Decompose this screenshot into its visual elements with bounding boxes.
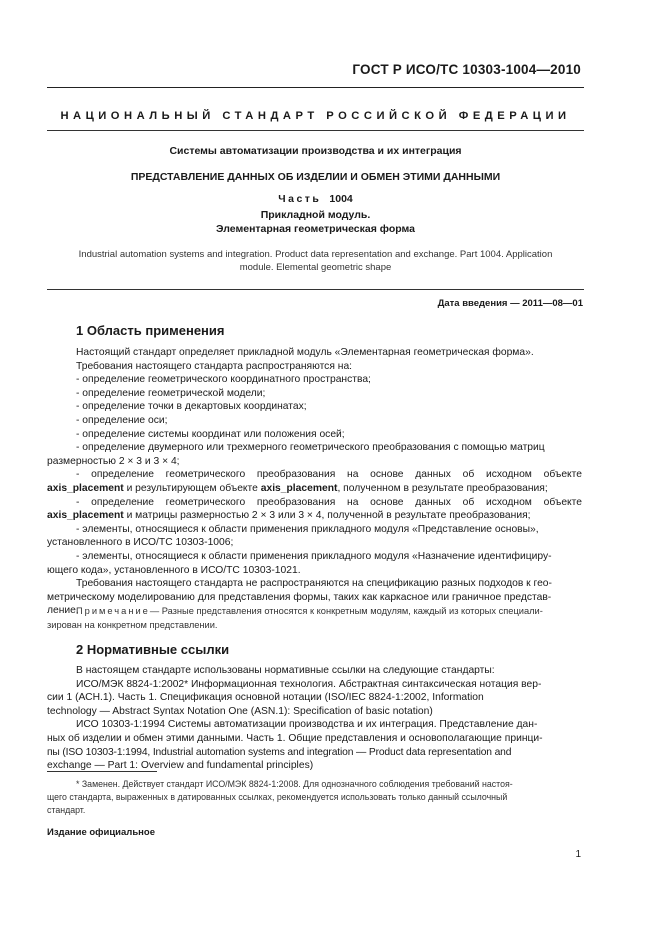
s1-line-0: Настоящий стандарт определяет прикладной модуль «Элементарная геометрическая форма». xyxy=(76,347,534,358)
module-line-1: Прикладной модуль. xyxy=(260,209,371,221)
edition-label: Издание официальное xyxy=(47,827,155,838)
header-rule xyxy=(47,87,584,88)
section-1-body xyxy=(47,346,582,618)
s1-line-8: размерностью 2 × 3 и 3 × 4; xyxy=(47,455,180,467)
footnote-line-1: * Заменен. Действует стандарт ИСО/МЭК 8824-1:2008. Для однозначного соблюдения требований настоя- xyxy=(76,779,513,789)
s2-line-6: пы (ISO 10303-1:1994, Industrial automation systems and integration — Product data representation and xyxy=(47,746,512,758)
s1-line-13: axis_placement и матрицы размерностью 2 × 3 или 3 × 4, полученной в результате преобразования; xyxy=(47,510,531,522)
note-line-2: зирован на конкретном представлении. xyxy=(47,619,218,630)
note-line-1: Примечание— Разные представления относятся к конкретным модулям, каждый из которых специали- xyxy=(76,606,543,616)
s1-line-20: ление. xyxy=(47,605,79,617)
standard-number: ГОСТ Р ИСО/ТС 10303-1004—2010 xyxy=(352,62,581,77)
s1-line-7: - определение двумерного или трехмерного геометрического преобразования с помощью матриц xyxy=(76,442,545,454)
module-line-2: Элементарная геометрическая форма xyxy=(216,223,415,235)
s1-line-12: - определение геометрического преобразования на основе данных об исходном объекте xyxy=(76,496,582,508)
part-line xyxy=(47,193,584,205)
s2-line-4: ИСО 10303-1:1994 Системы автоматизации производства и их интеграция. Представление дан- xyxy=(76,719,538,731)
section-2-heading: 2 Нормативные ссылки xyxy=(76,642,230,657)
s2-line-3: technology — Abstract Syntax Notation One (ASN.1): Specification of basic notation) xyxy=(47,705,433,717)
s2-line-7: exchange — Part 1: Overview and fundamental principles) xyxy=(47,760,314,772)
title-line-2: ПРЕДСТАВЛЕНИЕ ДАННЫХ ОБ ИЗДЕЛИИ И ОБМЕН ЭТИМИ ДАННЫМИ xyxy=(130,171,501,183)
title-line-1: Системы автоматизации производства и их интеграция xyxy=(169,145,462,157)
s1-line-14: - элементы, относящиеся к области применения прикладного модуля «Представление основы», xyxy=(76,523,539,535)
s2-line-5: ных об изделии и обмен этими данными. Часть 1. Общие представления и основополагающие принци- xyxy=(47,732,543,744)
footnote-rule xyxy=(47,771,157,772)
footnote-line-3: стандарт. xyxy=(47,805,86,815)
s1-line-2: - определение геометрического координатного пространства; xyxy=(76,374,371,386)
s2-line-2: сии 1 (АСН.1). Часть 1. Спецификация основной нотации (ISO/IEC 8824-1:2002, Information xyxy=(47,692,484,704)
english-title-line-1: Industrial automation systems and integration. Product data representation and exchange. Part 1004. Application xyxy=(78,249,553,260)
part-label: Часть xyxy=(278,193,322,205)
page-number: 1 xyxy=(575,849,581,860)
part-number: 1004 xyxy=(329,193,353,205)
s1-line-17: ющего кода», установленного в ИСО/ТС 10303-1021. xyxy=(47,564,301,576)
keyword-axis-placement: axis_placement xyxy=(47,510,124,522)
note-block xyxy=(47,605,584,632)
introduction-date: Дата введения — 2011—08—01 xyxy=(437,298,583,309)
s1-line-19: метрическому моделированию для представления формы, таких как каркасное или граничное представ- xyxy=(47,591,552,603)
s2-line-1: ИСО/МЭК 8824-1:2002* Информационная технология. Абстрактная синтаксическая нотация вер- xyxy=(76,678,542,690)
s1-line-1: Требования настоящего стандарта распространяются на: xyxy=(76,360,353,372)
s1-line-10: axis_placement и результирующем объекте axis_placement, полученном в результате преобразования; xyxy=(47,482,548,494)
s1-line-4: - определение точки в декартовых координатах; xyxy=(76,401,307,413)
date-rule xyxy=(47,289,584,290)
national-standard-title: НАЦИОНАЛЬНЫЙ СТАНДАРТ РОССИЙСКОЙ ФЕДЕРАЦИИ xyxy=(60,110,571,122)
english-title xyxy=(47,248,584,274)
note-label: Примечание xyxy=(76,606,150,616)
s1-line-9: - определение геометрического преобразования на основе данных об исходном объекте xyxy=(76,469,582,481)
keyword-axis-placement: axis_placement xyxy=(47,482,124,494)
s1-line-3: - определение геометрической модели; xyxy=(76,387,266,399)
s1-line-15: установленного в ИСО/ТС 10303-1006; xyxy=(47,537,234,549)
s1-line-5: - определение оси; xyxy=(76,414,168,426)
s1-line-16: - элементы, относящиеся к области применения прикладного модуля «Назначение идентифициру- xyxy=(76,550,552,562)
keyword-axis-placement: axis_placement xyxy=(260,482,338,494)
footnote-line-2: щего стандарта, выраженных в датированных ссылках, рекомендуется использовать только данный ссылочный xyxy=(47,792,508,802)
s1-line-6: - определение системы координат или положения осей; xyxy=(76,428,345,440)
section-1-heading: 1 Область применения xyxy=(76,323,225,338)
footnote xyxy=(47,778,584,817)
title-rule xyxy=(47,130,584,131)
s1-line-18: Требования настоящего стандарта не распространяются на спецификацию разных подходов к гео- xyxy=(76,578,552,590)
section-2-body xyxy=(47,664,582,773)
english-title-line-2: module. Elemental geometric shape xyxy=(239,262,392,273)
s2-line-0: В настоящем стандарте использованы нормативные ссылки на следующие стандарты: xyxy=(76,665,495,676)
